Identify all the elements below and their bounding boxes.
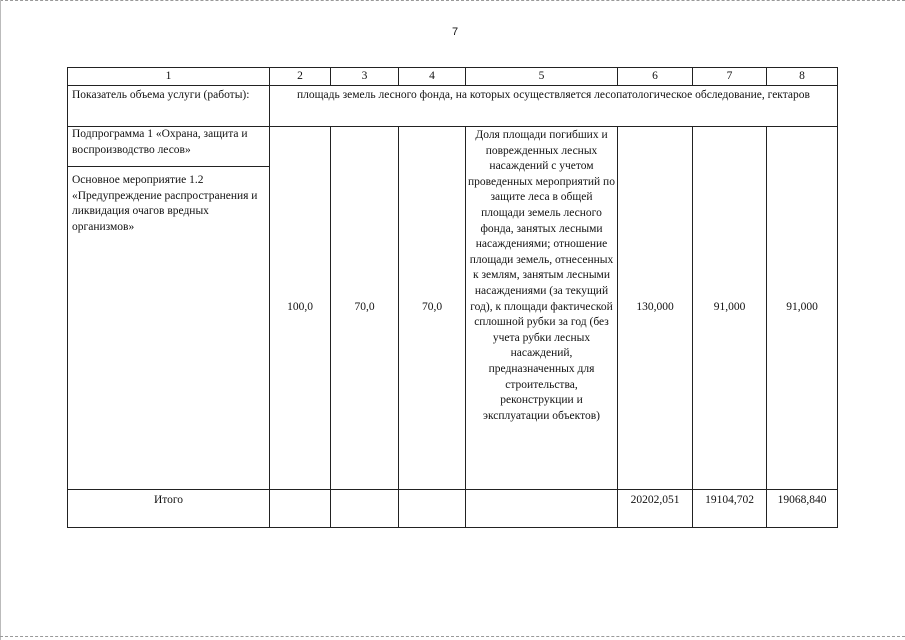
main-measure-title: Основное мероприятие 1.2 «Предупреждение распространения и ликвидация очагов вредных организмов» — [68, 166, 269, 235]
header-cell: 5 — [466, 68, 618, 86]
total-cell-col8: 19068,840 — [767, 490, 838, 528]
value-cell-col3: 70,0 — [331, 127, 399, 490]
header-cell: 2 — [270, 68, 331, 86]
scan-edge-bottom — [0, 636, 905, 638]
total-label: Итого — [68, 490, 270, 528]
indicator-text-cell: Доля площади погибших и поврежденных лесных насаждений с учетом проведенных мероприятий по защите леса в общей площади земель лесного фонда, занятых лесными насаждениями; отношение площади земель, отнесенных к землям, занятым лесными насаждениями (за текущий год), к площади фактической сплошной рубки за год (без учета рубки лесных насаждений, предназначенных для строительства, реконструкции и эксплуатации объектов) — [466, 127, 618, 490]
value-cell-col2: 100,0 — [270, 127, 331, 490]
value-cell-col4: 70,0 — [399, 127, 466, 490]
total-cell-col5 — [466, 490, 618, 528]
scan-edge-left — [0, 0, 1, 640]
program-row — [68, 127, 838, 490]
indicator-description: площадь земель лесного фонда, на которых осуществляется лесопатологическое обследование, гектаров — [270, 86, 838, 127]
header-cell: 3 — [331, 68, 399, 86]
header-cell: 6 — [618, 68, 693, 86]
page-number: 7 — [451, 26, 459, 38]
header-cell: 4 — [399, 68, 466, 86]
value-cell-col7: 91,000 — [693, 127, 767, 490]
total-cell-col3 — [331, 490, 399, 528]
header-cell: 7 — [693, 68, 767, 86]
value-cell-col8: 91,000 — [767, 127, 838, 490]
total-row — [68, 490, 838, 528]
header-cell: 1 — [68, 68, 270, 86]
total-cell-col2 — [270, 490, 331, 528]
program-label-cell — [68, 127, 270, 490]
indicator-label: Показатель объема услуги (работы): — [68, 86, 270, 127]
header-cell: 8 — [767, 68, 838, 86]
header-row — [68, 68, 838, 86]
value-cell-col6: 130,000 — [618, 127, 693, 490]
scan-edge-top — [0, 0, 905, 3]
total-cell-col6: 20202,051 — [618, 490, 693, 528]
subprogram-title: Подпрограмма 1 «Охрана, защита и воспроизводство лесов» — [72, 128, 248, 156]
total-cell-col4 — [399, 490, 466, 528]
budget-table — [67, 67, 838, 528]
total-cell-col7: 19104,702 — [693, 490, 767, 528]
indicator-row — [68, 86, 838, 127]
